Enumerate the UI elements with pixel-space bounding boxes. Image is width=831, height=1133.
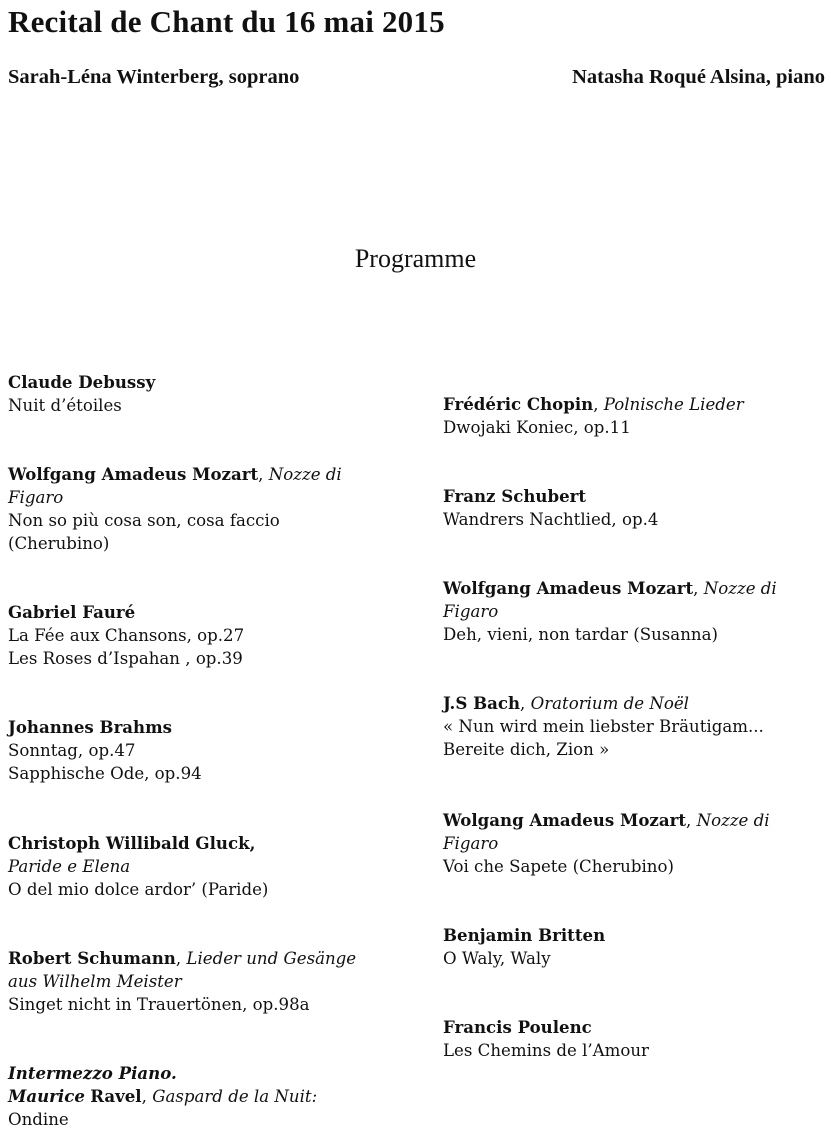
pianist-credit: Natasha Roqué Alsina, piano bbox=[572, 66, 825, 88]
work-source: Gaspard de la Nuit: bbox=[152, 1087, 318, 1106]
work-title: Wandrers Nachtlied, op.4 bbox=[443, 510, 659, 529]
composer-name: Wolfgang Amadeus Mozart bbox=[8, 464, 259, 484]
work-title: O del mio dolce ardor’ (Paride) bbox=[8, 880, 269, 899]
composer-first-name: Maurice bbox=[8, 1086, 85, 1106]
work-source: Figaro bbox=[443, 834, 499, 853]
work-title: Sonntag, op.47 bbox=[8, 741, 136, 760]
composer-name: Wolgang Amadeus Mozart bbox=[443, 810, 686, 830]
work-title: La Fée aux Chansons, op.27 bbox=[8, 626, 245, 645]
work-title: Non so più cosa son, cosa faccio bbox=[8, 511, 280, 530]
composer-name: Benjamin Britten bbox=[443, 925, 606, 945]
composer-name: Frédéric Chopin bbox=[443, 394, 594, 414]
recital-title: Recital de Chant du 16 mai 2015 bbox=[8, 4, 445, 39]
composer-name: J.S Bach bbox=[443, 693, 521, 713]
programme-item-faure bbox=[8, 601, 244, 670]
work-source: Nozze di bbox=[696, 811, 770, 830]
composer-name: Gabriel Fauré bbox=[8, 602, 136, 622]
composer-name: Franz Schubert bbox=[443, 486, 587, 506]
intermezzo-label: Intermezzo Piano. bbox=[8, 1063, 177, 1083]
work-source: Polnische Lieder bbox=[603, 395, 744, 414]
composer-name: Robert Schumann bbox=[8, 948, 176, 968]
work-source: aus Wilhelm Meister bbox=[8, 972, 182, 991]
programme-item-gluck bbox=[8, 832, 268, 901]
programme-item-chopin: Frédéric Chopin, Polnische Lieder Dwojaki Koniec, op.11 bbox=[443, 394, 744, 437]
work-title: O Waly, Waly bbox=[443, 949, 551, 968]
work-title: (Cherubino) bbox=[8, 534, 110, 553]
work-title: Dwojaki Koniec, op.11 bbox=[443, 418, 631, 437]
programme-item-britten bbox=[443, 924, 605, 970]
work-source: Oratorium de Noël bbox=[530, 694, 689, 713]
composer-name: Johannes Brahms bbox=[8, 717, 173, 737]
composer-name: Ravel bbox=[90, 1086, 142, 1106]
work-title: Deh, vieni, non tardar (Susanna) bbox=[443, 625, 718, 644]
composer-name: Francis Poulenc bbox=[443, 1017, 592, 1037]
work-source: Figaro bbox=[8, 488, 64, 507]
programme-item-poulenc bbox=[443, 1016, 649, 1062]
work-source: Nozze di bbox=[268, 465, 342, 484]
programme-item-mozart-1: Wolfgang Amadeus Mozart, Nozze di Figaro Non so più cosa son, cosa faccio (Cherubino) bbox=[8, 464, 342, 553]
composer-name: Wolfgang Amadeus Mozart bbox=[443, 578, 694, 598]
work-title: Ondine bbox=[8, 1110, 69, 1129]
work-title: Nuit d’étoiles bbox=[8, 396, 122, 415]
work-source: Lieder und Gesänge bbox=[186, 949, 357, 968]
work-source: Nozze di bbox=[703, 579, 777, 598]
programme-item-mozart-3: Wolgang Amadeus Mozart, Nozze di Figaro Voi che Sapete (Cherubino) bbox=[443, 810, 770, 876]
composer-name: Christoph Willibald Gluck, bbox=[8, 833, 256, 853]
work-title: Les Chemins de l’Amour bbox=[443, 1041, 649, 1060]
work-title: Voi che Sapete (Cherubino) bbox=[443, 857, 674, 876]
work-source: Figaro bbox=[443, 602, 499, 621]
programme-item-mozart-2: Wolfgang Amadeus Mozart, Nozze di Figaro Deh, vieni, non tardar (Susanna) bbox=[443, 578, 777, 644]
programme-item-brahms bbox=[8, 716, 202, 785]
composer-name: Claude Debussy bbox=[8, 372, 156, 392]
soprano-credit: Sarah-Léna Winterberg, soprano bbox=[8, 66, 300, 88]
work-title: Bereite dich, Zion » bbox=[443, 740, 610, 759]
programme-item-schubert bbox=[443, 485, 658, 531]
work-title: « Nun wird mein liebster Bräutigam... bbox=[443, 717, 764, 736]
programme-item-ravel: Intermezzo Piano. Maurice Ravel, Gaspard de la Nuit: Ondine bbox=[8, 1063, 318, 1129]
programme-item-debussy bbox=[8, 371, 155, 417]
programme-item-schumann: Robert Schumann, Lieder und Gesänge aus Wilhelm Meister Singet nicht in Trauertönen, op.98a bbox=[8, 948, 357, 1014]
work-title: Les Roses d’Ispahan , op.39 bbox=[8, 649, 243, 668]
work-title: Singet nicht in Trauertönen, op.98a bbox=[8, 995, 310, 1014]
work-source: Paride e Elena bbox=[8, 857, 131, 876]
programme-heading: Programme bbox=[354, 244, 477, 273]
work-title: Sapphische Ode, op.94 bbox=[8, 764, 202, 783]
programme-item-bach: J.S Bach, Oratorium de Noël « Nun wird mein liebster Bräutigam... Bereite dich, Zion » bbox=[443, 693, 764, 759]
